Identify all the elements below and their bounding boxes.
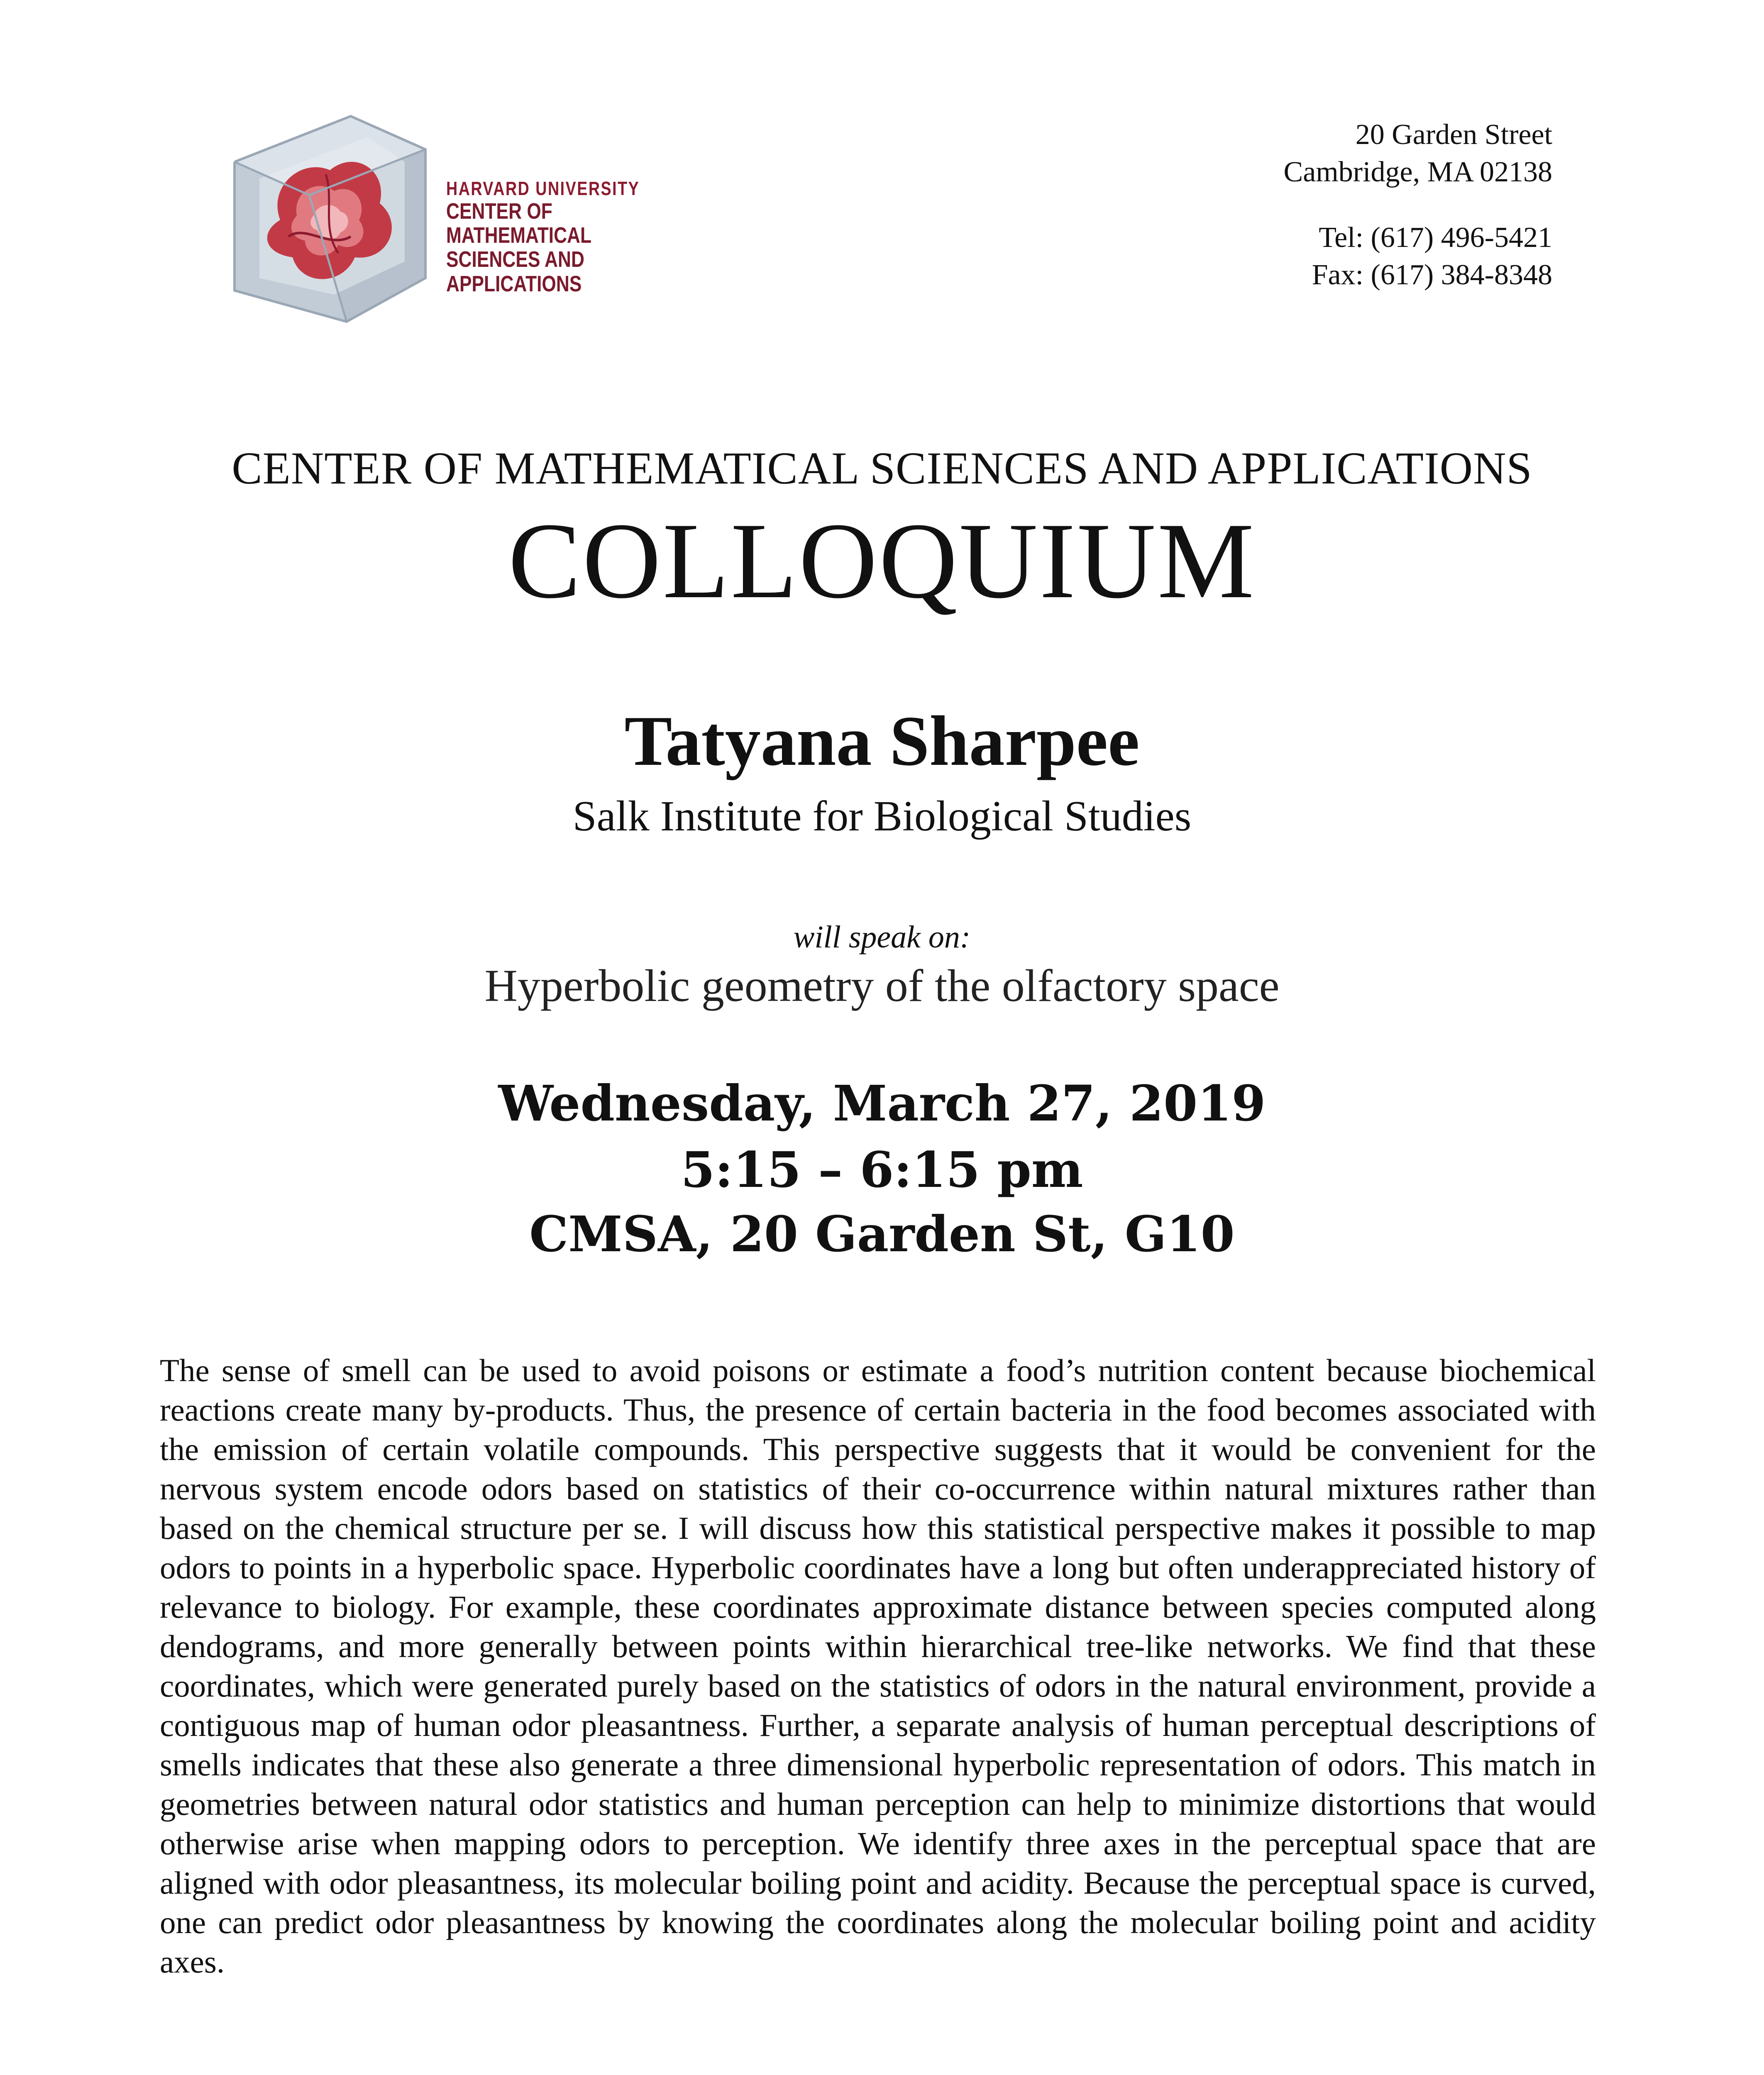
speaker-affiliation: Salk Institute for Biological Studies: [572, 792, 1192, 840]
address-fax: Fax: (617) 384-8348: [1312, 259, 1552, 291]
address-tel: Tel: (617) 496-5421: [1319, 222, 1552, 254]
talk-abstract: The sense of smell can be used to avoid poisons or estimate a food’s nutrition content because biochemical reactions create many by-products. Thus, the presence of certain bacteria in the food becomes associated with the emission of certain volatile compounds. This perspective suggests that it would be convenient for the nervous system encode odors based on statistics of their co-occurrence within natural mixtures rather than based on the chemical structure per se. I will discuss how this statistical perspective makes it possible to map odors to points in a hyperbolic space. Hyperbolic coordinates have a long but often underappreciated history of relevance to biology. For example, these coordinates approximate distance between species computed along dendograms, and more generally between points within hierarchical tree-like networks. We find that these coordinates, which were generated purely based on the statistics of odors in the natural environment, provide a contiguous map of human odor pleasantness. Further, a separate analysis of human perceptual descriptions of smells indicates that these also generate a three dimensional hyperbolic representation of odors. This match in geometries between natural odor statistics and human perception can help to minimize distortions that would otherwise arise when mapping odors to perception. We identify three axes in the perceptual space that are aligned with odor pleasantness, its molecular boiling point and acidity. Because the perceptual space is curved, one can predict odor pleasantness by knowing the coordinates along the molecular boiling point and acidity axes.: [160, 1352, 1596, 1980]
cmsa-logo: [230, 112, 728, 324]
logo-line-university: HARVARD UNIVERSITY: [446, 178, 640, 199]
talk-intro: will speak on:: [793, 920, 971, 954]
org-heading: CENTER OF MATHEMATICAL SCIENCES AND APPLICATIONS: [232, 443, 1532, 493]
address-city: Cambridge, MA 02138: [1283, 156, 1552, 188]
talk-title: Hyperbolic geometry of the olfactory space: [484, 960, 1280, 1011]
contact-address: [1284, 116, 1552, 294]
event-type-heading: COLLOQUIUM: [508, 500, 1256, 621]
event-time: 5:15 – 6:15 pm: [681, 1141, 1083, 1199]
address-street: 20 Garden Street: [1355, 119, 1552, 151]
speaker-name: Tatyana Sharpee: [624, 702, 1140, 781]
cube-with-red-shape-icon: [230, 112, 430, 324]
event-date: Wednesday, March 27, 2019: [498, 1074, 1266, 1132]
event-venue: CMSA, 20 Garden St, G10: [529, 1205, 1235, 1263]
address-spacer: [1284, 191, 1552, 219]
logo-line-sciences: SCIENCES AND APPLICATIONS: [446, 247, 584, 296]
logo-wordmark: [446, 178, 678, 296]
logo-line-center: CENTER OF MATHEMATICAL: [446, 198, 592, 248]
